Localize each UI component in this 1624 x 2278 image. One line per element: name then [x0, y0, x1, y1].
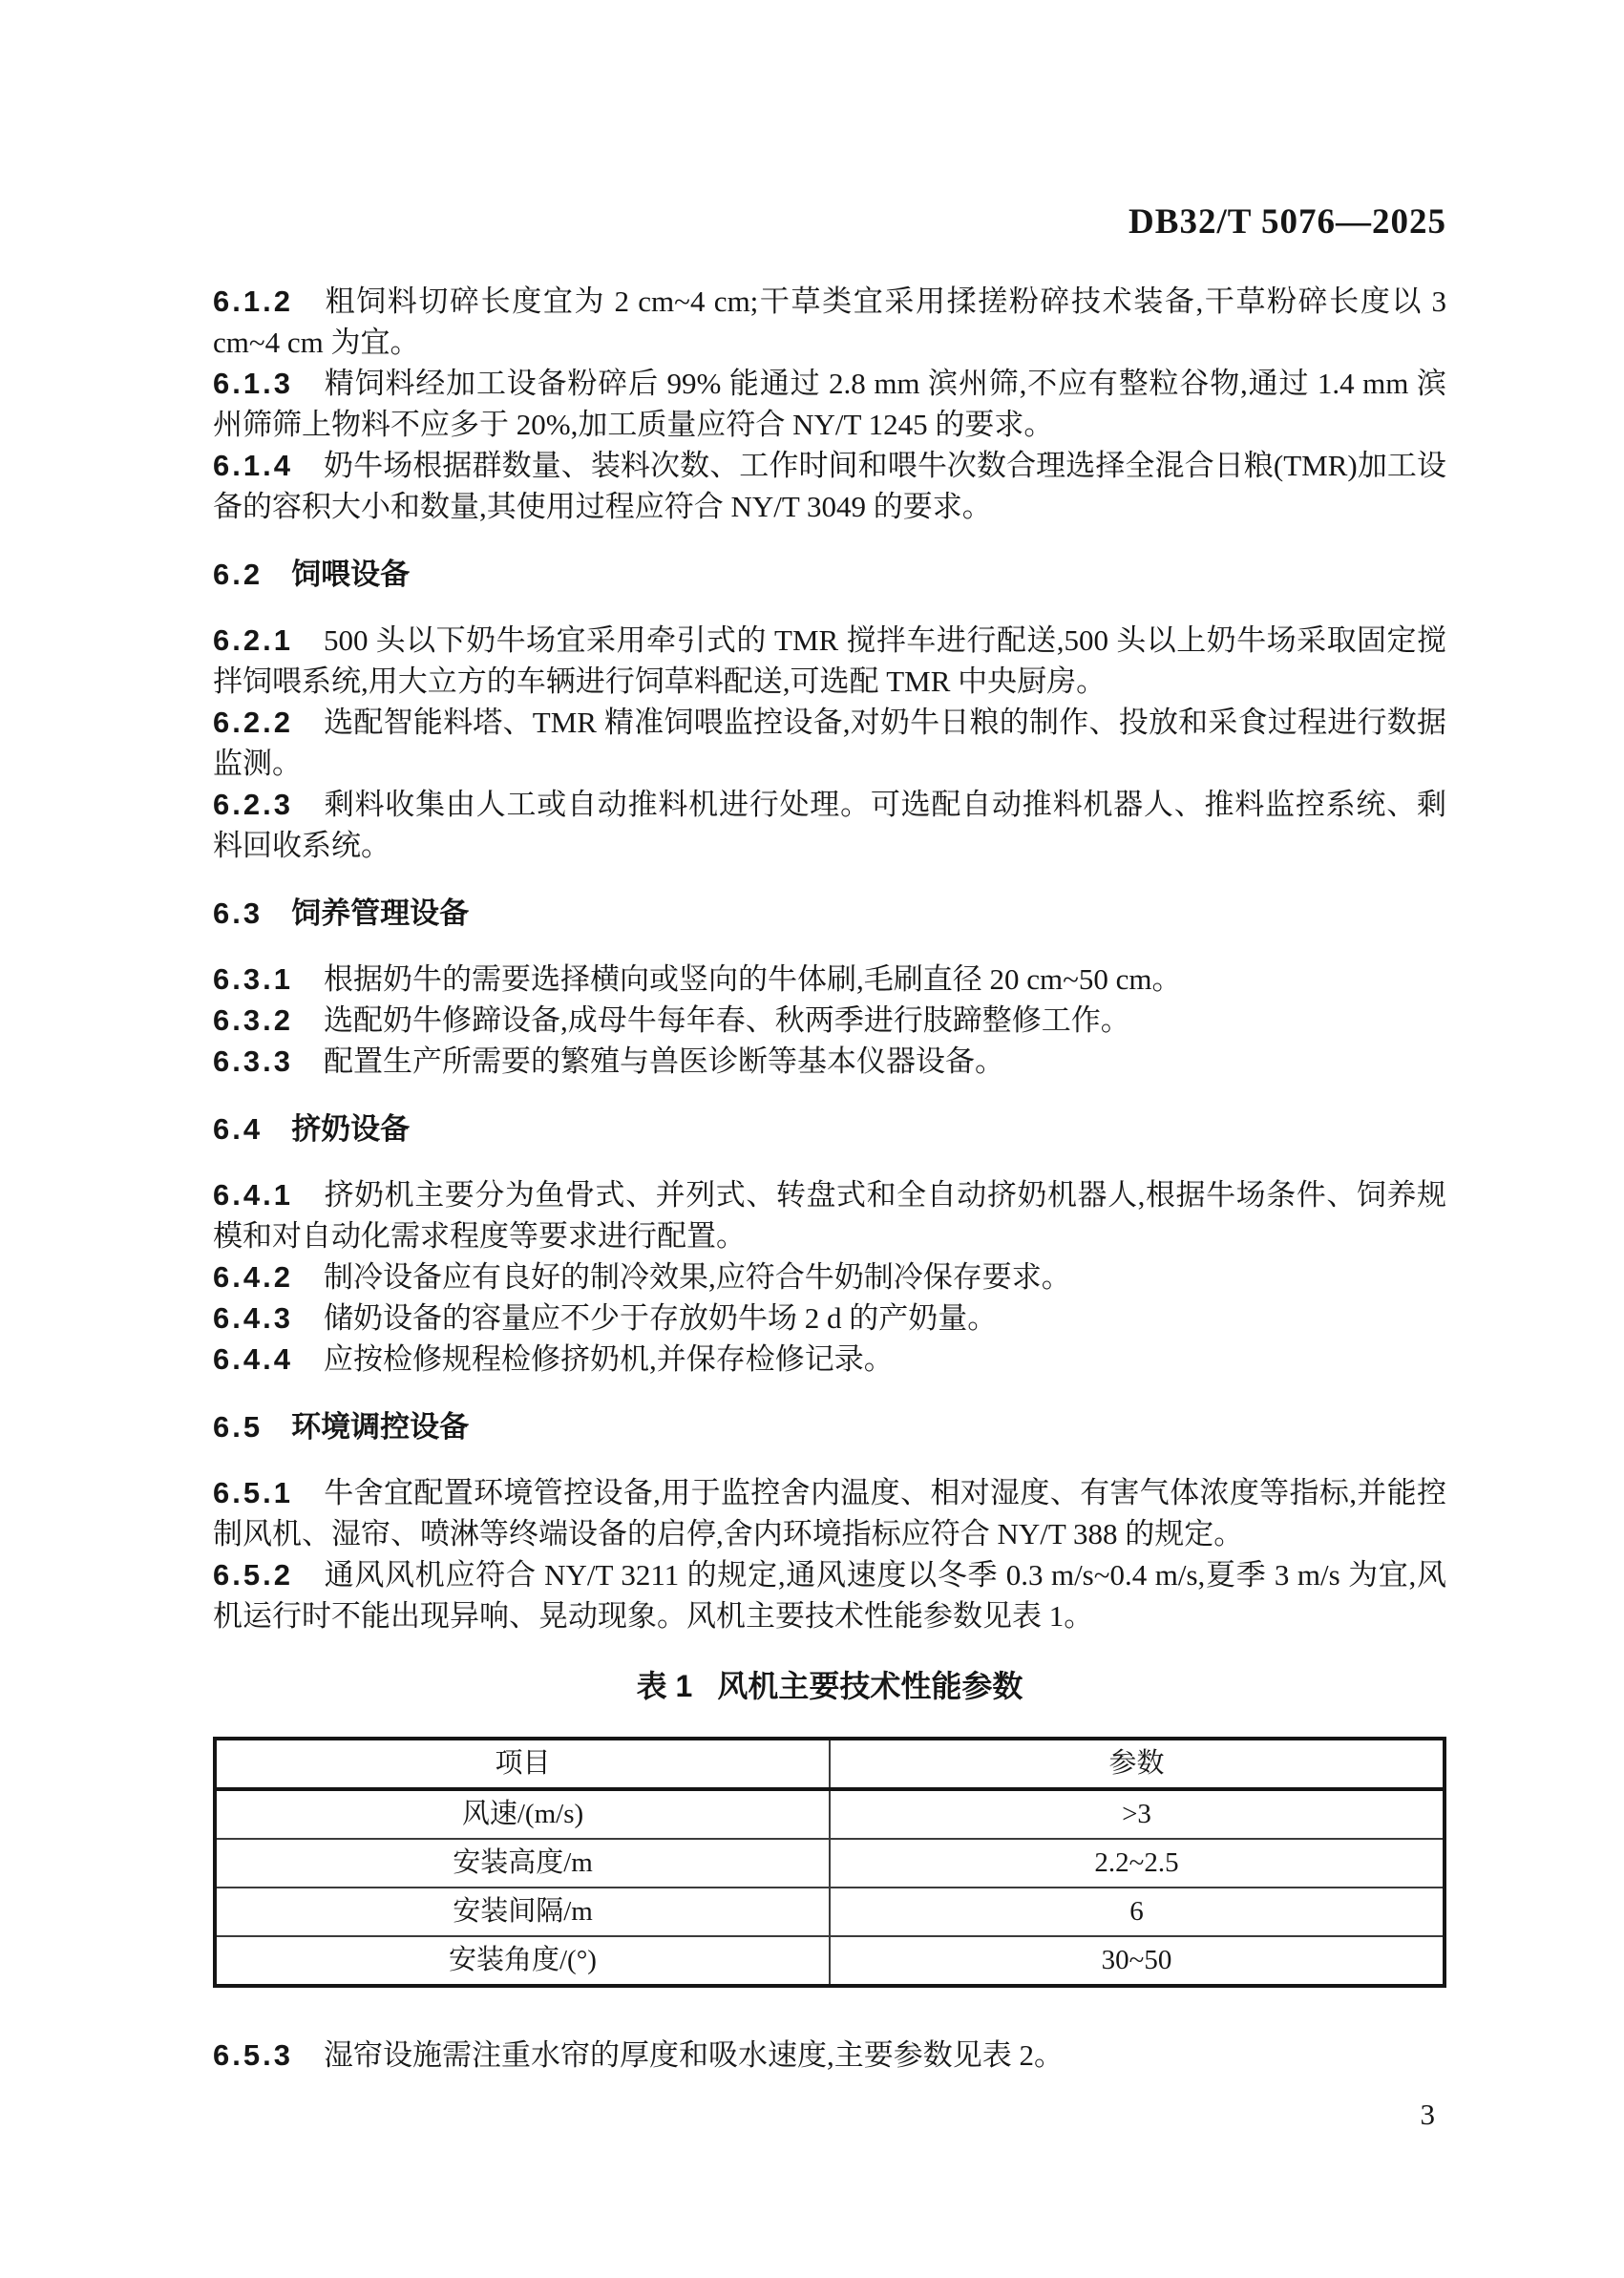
section-title: 饲喂设备	[291, 558, 411, 591]
clause-text: 储奶设备的容量应不少于存放奶牛场 2 d 的产奶量。	[323, 1301, 998, 1335]
clause-text: 湿帘设施需注重水帘的厚度和吸水速度,主要参数见表 2。	[323, 2038, 1064, 2072]
clause-6.2.2	[213, 702, 1446, 784]
table-row	[215, 1936, 1445, 1986]
clause-text: 500 头以下奶牛场宜采用牵引式的 TMR 搅拌车进行配送,500 头以上奶牛场采取固定搅拌饲喂系统,用大立方的车辆进行饲草料配送,可选配 TMR 中央厨房。	[213, 623, 1446, 698]
section-number: 6.3	[213, 896, 264, 930]
clause-6.5.1	[213, 1472, 1446, 1554]
clause-number: 6.1.2	[213, 285, 293, 318]
table-caption-title: 风机主要技术性能参数	[717, 1669, 1023, 1703]
clause-number: 6.1.4	[213, 449, 293, 482]
clause-number: 6.3.1	[213, 962, 293, 996]
clause-number: 6.4.4	[213, 1342, 293, 1376]
clause-6.5.3	[213, 2035, 1446, 2076]
section-number: 6.2	[213, 558, 264, 591]
table-row	[215, 1839, 1445, 1888]
clause-6.4.3	[213, 1297, 1446, 1339]
table-cell-item: 安装间隔/m	[215, 1888, 830, 1936]
section-title: 环境调控设备	[291, 1410, 470, 1444]
clause-number: 6.3.2	[213, 1003, 293, 1037]
clause-6.4.4	[213, 1339, 1446, 1380]
clause-6.4.2	[213, 1256, 1446, 1297]
clause-text: 应按检修规程检修挤奶机,并保存检修记录。	[323, 1342, 894, 1376]
clause-6.3.3	[213, 1041, 1446, 1082]
table-cell-item: 安装角度/(°)	[215, 1936, 830, 1986]
clause-text: 制冷设备应有良好的制冷效果,应符合牛奶制冷保存要求。	[323, 1260, 1071, 1294]
clause-6.5.2	[213, 1554, 1446, 1636]
section-heading-6.5	[213, 1406, 1446, 1447]
clause-text: 挤奶机主要分为鱼骨式、并列式、转盘式和全自动挤奶机器人,根据牛场条件、饲养规模和对自动化需求程度等要求进行配置。	[213, 1178, 1446, 1253]
clause-number: 6.5.1	[213, 1476, 293, 1509]
clause-text: 剩料收集由人工或自动推料机进行处理。可选配自动推料机器人、推料监控系统、剩料回收系统。	[213, 788, 1446, 862]
clause-number: 6.2.3	[213, 788, 293, 821]
section-title: 挤奶设备	[291, 1112, 411, 1146]
clause-6.2.1	[213, 620, 1446, 702]
table-cell-value: 6	[830, 1888, 1445, 1936]
clause-number: 6.4.3	[213, 1301, 293, 1335]
page-number: 3	[1420, 2098, 1435, 2131]
table-1-fan-parameters	[213, 1737, 1446, 1988]
clause-6.1.2	[213, 281, 1446, 363]
section-title: 饲养管理设备	[291, 896, 470, 930]
clause-number: 6.4.1	[213, 1178, 293, 1212]
table-header-cell-parameter: 参数	[830, 1739, 1445, 1789]
clause-text: 根据奶牛的需要选择横向或竖向的牛体刷,毛刷直径 20 cm~50 cm。	[323, 962, 1182, 996]
clause-number: 6.3.3	[213, 1044, 293, 1078]
clause-number: 6.5.3	[213, 2038, 293, 2072]
table-1-caption	[213, 1666, 1446, 1707]
clause-text: 奶牛场根据群数量、装料次数、工作时间和喂牛次数合理选择全混合日粮(TMR)加工设备的容积大小和数量,其使用过程应符合 NY/T 3049 的要求。	[213, 449, 1446, 523]
clause-number: 6.2.1	[213, 623, 293, 657]
clause-number: 6.1.3	[213, 367, 293, 400]
section-number: 6.5	[213, 1410, 264, 1444]
section-heading-6.2	[213, 554, 1446, 595]
page-body	[213, 281, 1446, 2076]
clause-text: 牛舍宜配置环境管控设备,用于监控舍内温度、相对湿度、有害气体浓度等指标,并能控制风机、湿帘、喷淋等终端设备的启停,舍内环境指标应符合 NY/T 388 的规定。	[213, 1476, 1446, 1550]
clause-6.3.1	[213, 959, 1446, 1000]
table-cell-value: 2.2~2.5	[830, 1839, 1445, 1888]
table-cell-item: 安装高度/m	[215, 1839, 830, 1888]
table-cell-value: >3	[830, 1789, 1445, 1839]
table-row	[215, 1888, 1445, 1936]
clause-6.1.4	[213, 445, 1446, 527]
section-number: 6.4	[213, 1112, 264, 1146]
clause-number: 6.2.2	[213, 706, 293, 739]
table-cell-item: 风速/(m/s)	[461, 1799, 584, 1829]
clause-number: 6.4.2	[213, 1260, 293, 1294]
table-row	[215, 1789, 1445, 1839]
clause-text: 配置生产所需要的繁殖与兽医诊断等基本仪器设备。	[323, 1044, 1004, 1078]
table-cell-value: 30~50	[830, 1936, 1445, 1986]
table-caption-label: 表 1	[636, 1669, 693, 1703]
clause-6.3.2	[213, 1000, 1446, 1041]
section-heading-6.3	[213, 893, 1446, 934]
standard-code: DB32/T 5076—2025	[1128, 202, 1446, 242]
clause-text: 选配奶牛修蹄设备,成母牛每年春、秋两季进行肢蹄整修工作。	[323, 1003, 1130, 1037]
clause-text: 粗饲料切碎长度宜为 2 cm~4 cm;干草类宜采用揉搓粉碎技术装备,干草粉碎长度以 3 cm~4 cm 为宜。	[213, 285, 1446, 359]
table-header-row	[215, 1739, 1445, 1789]
clause-6.1.3	[213, 363, 1446, 445]
clause-6.2.3	[213, 784, 1446, 866]
section-heading-6.4	[213, 1108, 1446, 1150]
table-header-cell-item: 项目	[215, 1739, 830, 1789]
clause-number: 6.5.2	[213, 1558, 293, 1592]
clause-text: 通风风机应符合 NY/T 3211 的规定,通风速度以冬季 0.3 m/s~0.4 m/s,夏季 3 m/s 为宜,风机运行时不能出现异响、晃动现象。风机主要技术性能参数见表 1。	[213, 1558, 1446, 1633]
clause-text: 选配智能料塔、TMR 精准饲喂监控设备,对奶牛日粮的制作、投放和采食过程进行数据监测。	[213, 706, 1446, 780]
clause-6.4.1	[213, 1174, 1446, 1256]
clause-text: 精饲料经加工设备粉碎后 99% 能通过 2.8 mm 滨州筛,不应有整粒谷物,通过 1.4 mm 滨州筛筛上物料不应多于 20%,加工质量应符合 NY/T 1245 的要求。	[213, 367, 1446, 441]
